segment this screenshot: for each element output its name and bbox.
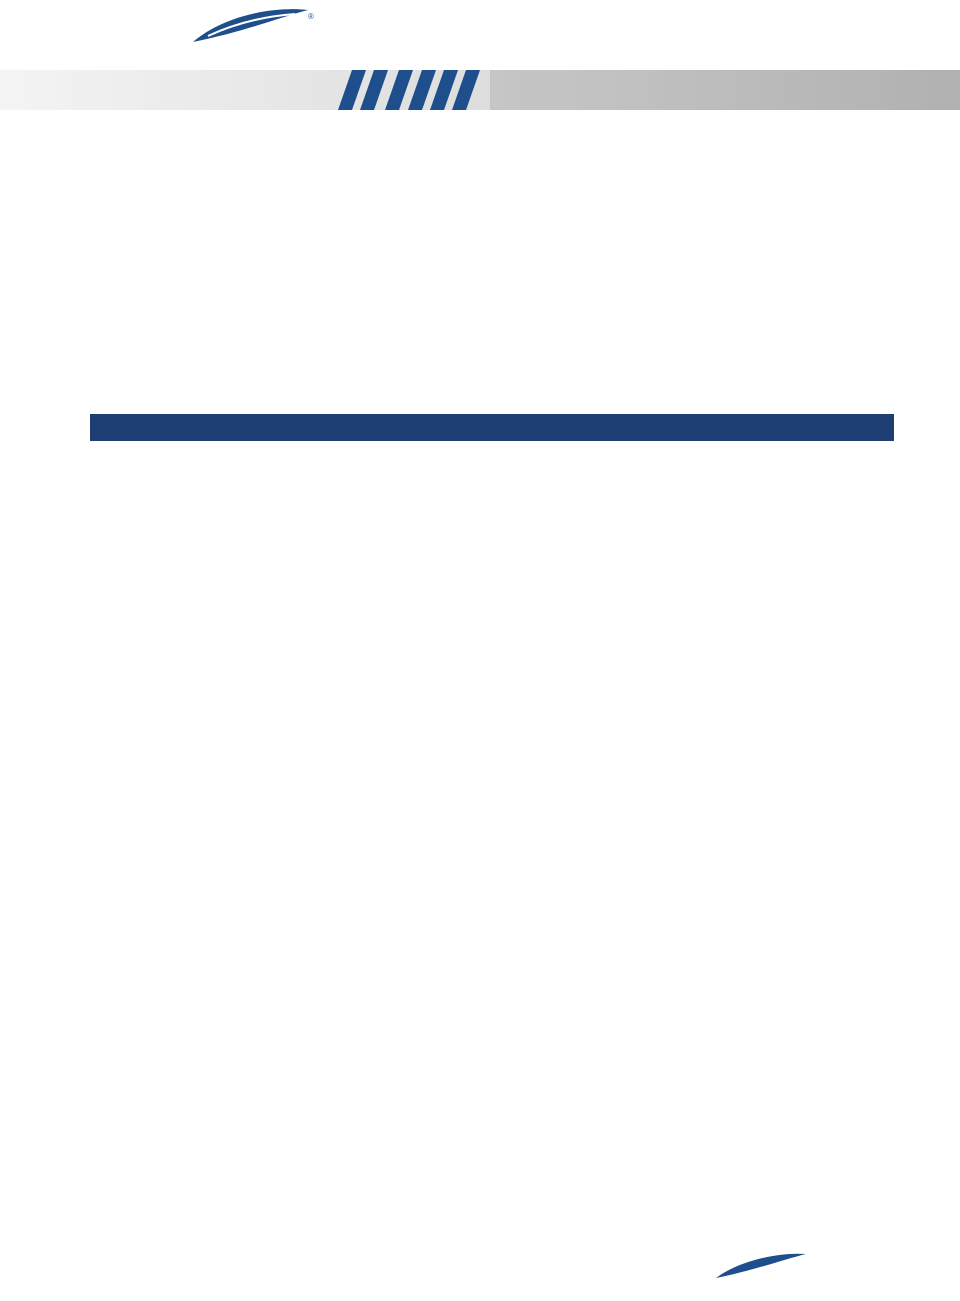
section-9-header — [90, 414, 894, 441]
footer-vwr-logo — [655, 1252, 825, 1298]
registered-mark: ® — [308, 12, 314, 21]
vwr-stripes-graphic — [330, 70, 490, 110]
footer-leaf-logo-icon — [710, 1252, 810, 1280]
vwr-logo — [95, 6, 335, 62]
leaf-logo-icon — [183, 6, 313, 46]
header-band-shade — [490, 70, 960, 110]
